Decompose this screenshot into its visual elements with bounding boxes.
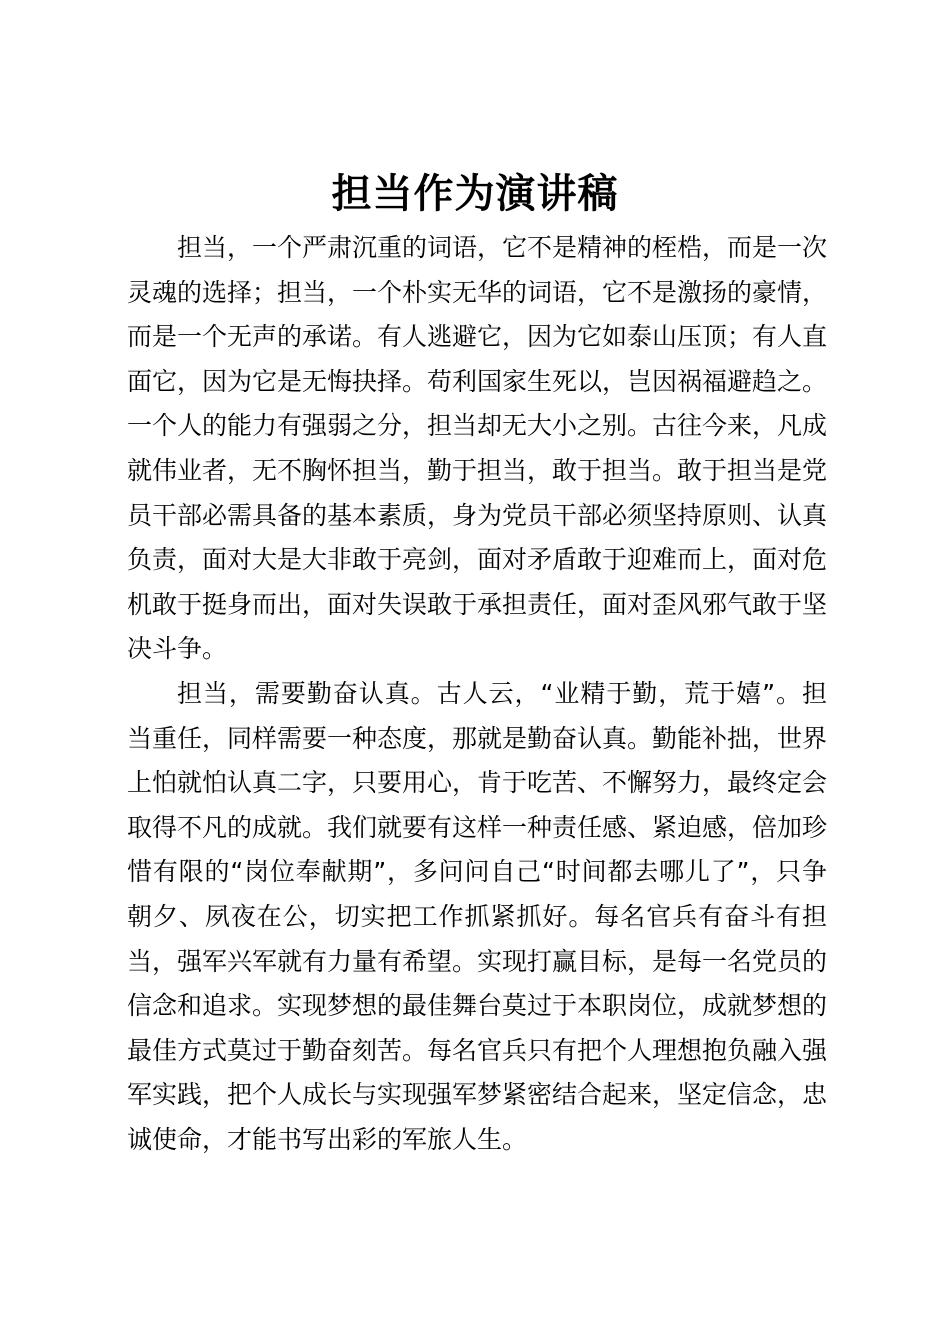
paragraph-2: 担当，需要勤奋认真。古人云，“业精于勤，荒于嬉”。担当重任，同样需要一种态度，那就是勤奋认真。勤能补拙，世界上怕就怕认真二字，只要用心，肯于吃苦、不懈努力，最终定会取得不凡的成就。我们就要有这样一种责任感、紧迫感，倍加珍惜有限的“岗位奉献期”，多问问自己“时间都去哪儿了”，只争朝夕、夙夜在公，切实把工作抓紧抓好。每名官兵有奋斗有担当，强军兴军就有力量有希望。实现打赢目标，是每一名党员的信念和追求。实现梦想的最佳舞台莫过于本职岗位，成就梦想的最佳方式莫过于勤奋刻苦。每名官兵只有把个人理想抱负融入强军实践，把个人成长与实现强军梦紧密结合起来，坚定信念，忠诚使命，才能书写出彩的军旅人生。 (127, 678, 828, 1154)
paragraph-1: 担当，一个严肃沉重的词语，它不是精神的桎梏，而是一次灵魂的选择；担当，一个朴实无华的词语，它不是激扬的豪情，而是一个无声的承诺。有人逃避它，因为它如泰山压顶；有人直面它，因为它是无悔抉择。苟利国家生死以，岂因祸福避趋之。一个人的能力有强弱之分，担当却无大小之别。古往今来，凡成就伟业者，无不胸怀担当，勤于担当，敢于担当。敢于担当是党员干部必需具备的基本素质，身为党员干部必须坚持原则、认真负责，面对大是大非敢于亮剑，面对矛盾敢于迎难而上，面对危机敢于挺身而出，面对失误敢于承担责任，面对歪风邪气敢于坚决斗争。 (127, 233, 828, 664)
document-body (127, 226, 827, 1162)
document-title: 担当作为演讲稿 (331, 170, 619, 217)
